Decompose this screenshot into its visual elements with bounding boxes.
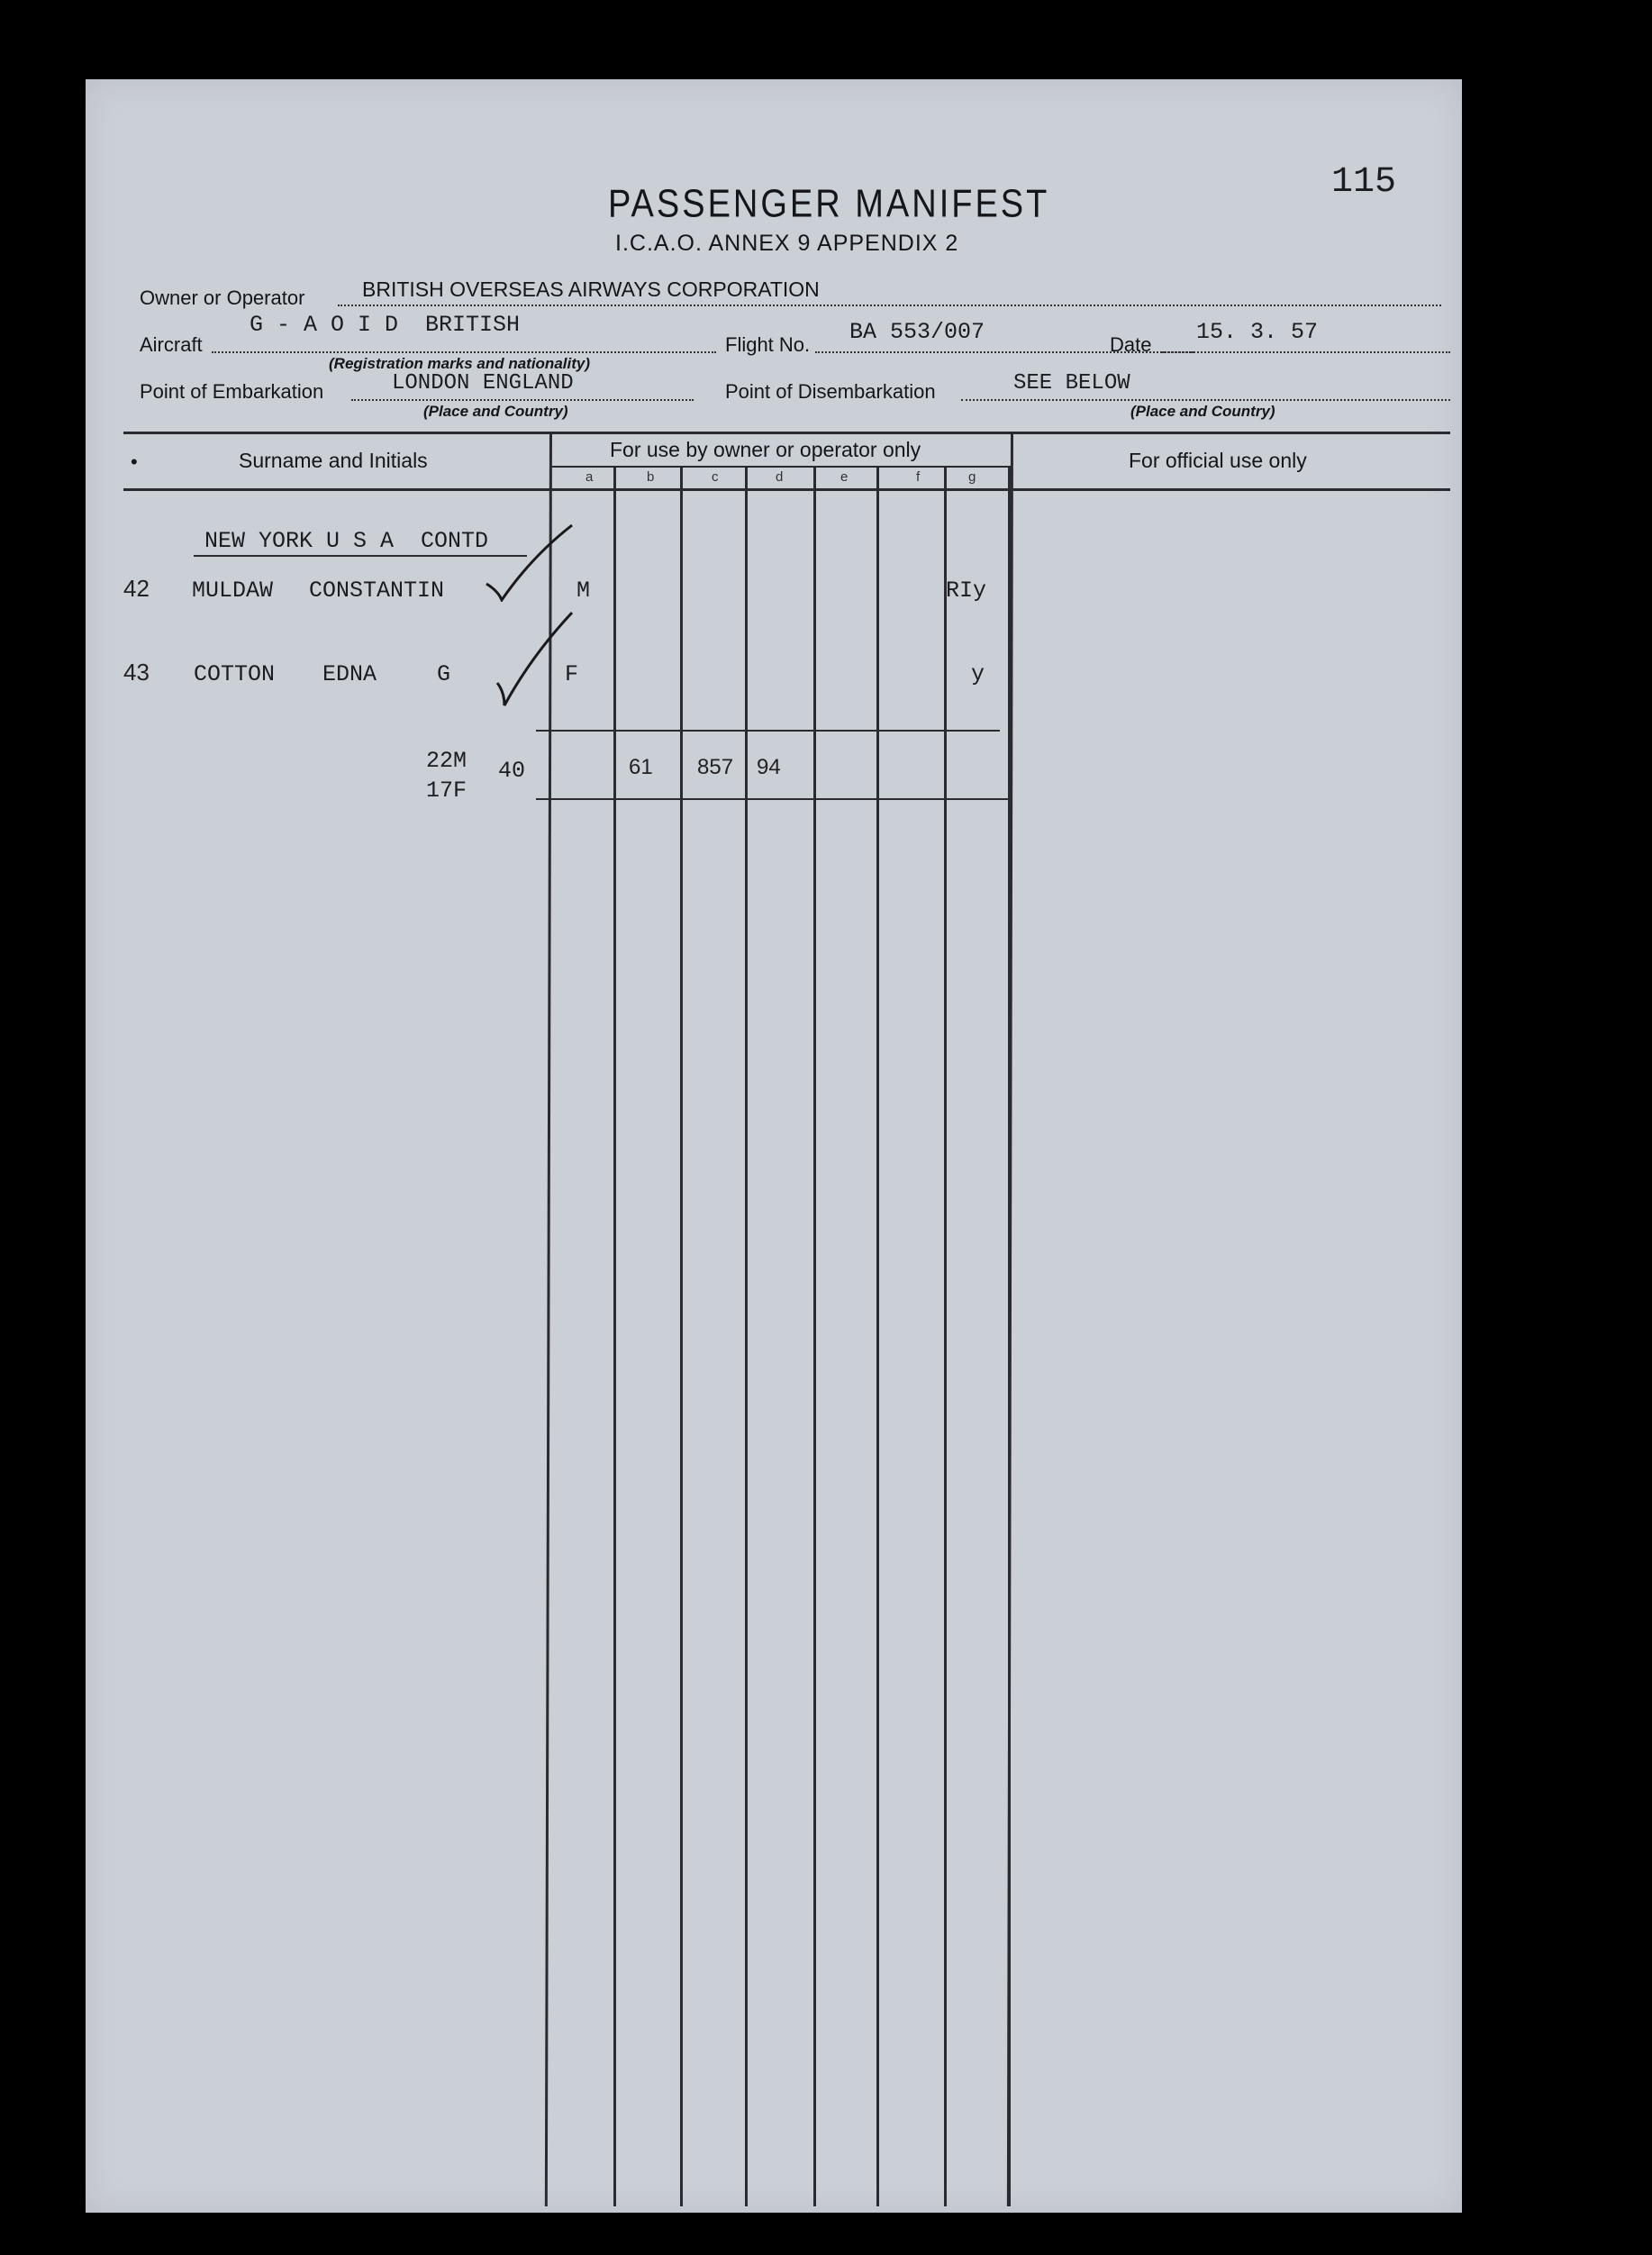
aircraft-underline xyxy=(212,351,716,353)
row-42-given-name: CONSTANTIN xyxy=(309,577,445,604)
date-underline xyxy=(1162,351,1450,353)
column-line-3 xyxy=(680,466,683,2206)
subcolumn-rule xyxy=(552,466,1010,468)
disembarkation-value: SEE BELOW xyxy=(1013,371,1130,396)
registration-note: (Registration marks and nationality) xyxy=(329,355,590,372)
owner-label: Owner or Operator xyxy=(140,286,305,309)
disembarkation-note: (Place and Country) xyxy=(1130,403,1275,420)
embarkation-underline xyxy=(351,399,694,401)
column-line-2 xyxy=(613,466,616,2206)
aircraft-label: Aircraft xyxy=(140,333,203,356)
manifest-sheet xyxy=(86,79,1462,2213)
page-title: PASSENGER MANIFEST xyxy=(608,182,1050,227)
row-42-col-g: RIy xyxy=(946,577,987,604)
row-42-col-a: M xyxy=(576,577,591,604)
page-subtitle: I.C.A.O. ANNEX 9 APPENDIX 2 xyxy=(615,231,959,256)
row-43-col-g: y xyxy=(971,661,985,687)
row-42-checkmark xyxy=(482,521,581,602)
date-value: 15. 3. 57 xyxy=(1196,319,1319,345)
owner-underline xyxy=(338,305,1441,306)
totals-col-b: 61 xyxy=(629,755,653,779)
subcolumn-g-label: g xyxy=(968,469,976,485)
subcolumn-f-label: f xyxy=(916,469,921,485)
totals-females: 17F xyxy=(426,777,467,804)
official-use-column-header: For official use only xyxy=(1129,449,1307,472)
owner-value: BRITISH OVERSEAS AIRWAYS CORPORATION xyxy=(362,277,820,301)
row-42-number: 42 xyxy=(123,575,150,602)
column-line-5 xyxy=(813,466,816,2206)
disembarkation-underline xyxy=(961,399,1450,401)
column-line-6 xyxy=(876,466,879,2206)
subcolumn-e-label: e xyxy=(840,469,849,485)
subcolumn-b-label: b xyxy=(647,469,655,485)
totals-passengers: 40 xyxy=(498,758,526,784)
totals-top-rule xyxy=(536,730,1000,732)
disembarkation-label: Point of Disembarkation xyxy=(725,380,936,403)
page-number: 115 xyxy=(1331,162,1397,203)
subcolumn-a-label: a xyxy=(585,469,594,485)
section-heading: NEW YORK U S A CONTD xyxy=(204,528,489,554)
subcolumn-d-label: d xyxy=(776,469,784,485)
owner-use-column-header: For use by owner or operator only xyxy=(610,438,921,461)
subcolumn-c-label: c xyxy=(712,469,719,485)
row-43-number: 43 xyxy=(123,659,150,686)
row-43-surname: COTTON xyxy=(194,661,276,687)
flight-value: BA 553/007 xyxy=(849,319,985,345)
row-43-col-a: F xyxy=(565,661,579,687)
totals-males: 22M xyxy=(426,748,467,774)
totals-bottom-rule xyxy=(536,798,1012,800)
row-43-checkmark xyxy=(495,611,579,710)
aircraft-value: G - A O I D BRITISH xyxy=(250,312,521,338)
embarkation-label: Point of Embarkation xyxy=(140,380,324,403)
table-header-rule xyxy=(123,488,1450,491)
column-line-7 xyxy=(944,466,947,2206)
flight-label: Flight No. xyxy=(725,333,811,356)
section-heading-underline xyxy=(194,555,527,557)
row-43-initial: G xyxy=(437,661,451,687)
totals-col-c: 857 xyxy=(697,755,734,779)
embarkation-note: (Place and Country) xyxy=(423,403,568,420)
column-line-4 xyxy=(745,466,748,2206)
row-43-given-name: EDNA xyxy=(322,661,377,687)
date-label: Date xyxy=(1110,333,1152,356)
table-bullet: • xyxy=(131,450,138,473)
totals-col-d: 94 xyxy=(757,755,781,779)
embarkation-value: LONDON ENGLAND xyxy=(392,371,574,396)
row-42-surname: MULDAW xyxy=(192,577,274,604)
table-top-rule xyxy=(123,432,1450,434)
surname-column-header: Surname and Initials xyxy=(239,449,428,472)
